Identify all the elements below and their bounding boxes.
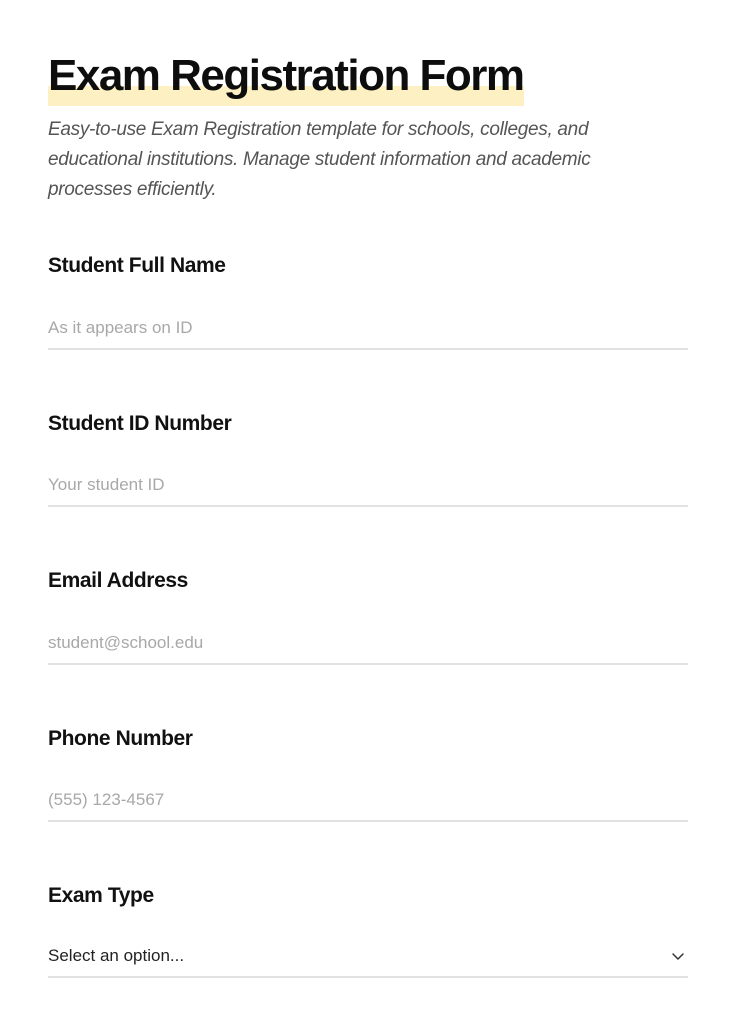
phone-label: Phone Number (48, 727, 193, 750)
exam-type-selected-value: Select an option... (48, 946, 185, 965)
chevron-down-icon (670, 948, 686, 964)
email-label: Email Address (48, 569, 188, 592)
email-input[interactable] (48, 623, 688, 665)
phone-input[interactable] (48, 780, 688, 822)
email-field (48, 568, 688, 594)
exam-type-label: Exam Type (48, 884, 154, 907)
student-id-field (48, 411, 688, 437)
full-name-input[interactable] (48, 308, 688, 350)
phone-field (48, 726, 688, 752)
full-name-field (48, 253, 688, 279)
title-block (48, 50, 524, 102)
full-name-label: Student Full Name (48, 254, 226, 277)
page-title: Exam Registration Form (48, 51, 524, 100)
form-description: Easy-to-use Exam Registration template for schools, colleges, and educational institutions. Manage student information and academic processes efficiently. (48, 119, 591, 200)
student-id-label: Student ID Number (48, 412, 232, 435)
exam-type-field (48, 883, 688, 965)
student-id-input[interactable] (48, 465, 688, 507)
exam-type-select[interactable] (48, 936, 688, 978)
